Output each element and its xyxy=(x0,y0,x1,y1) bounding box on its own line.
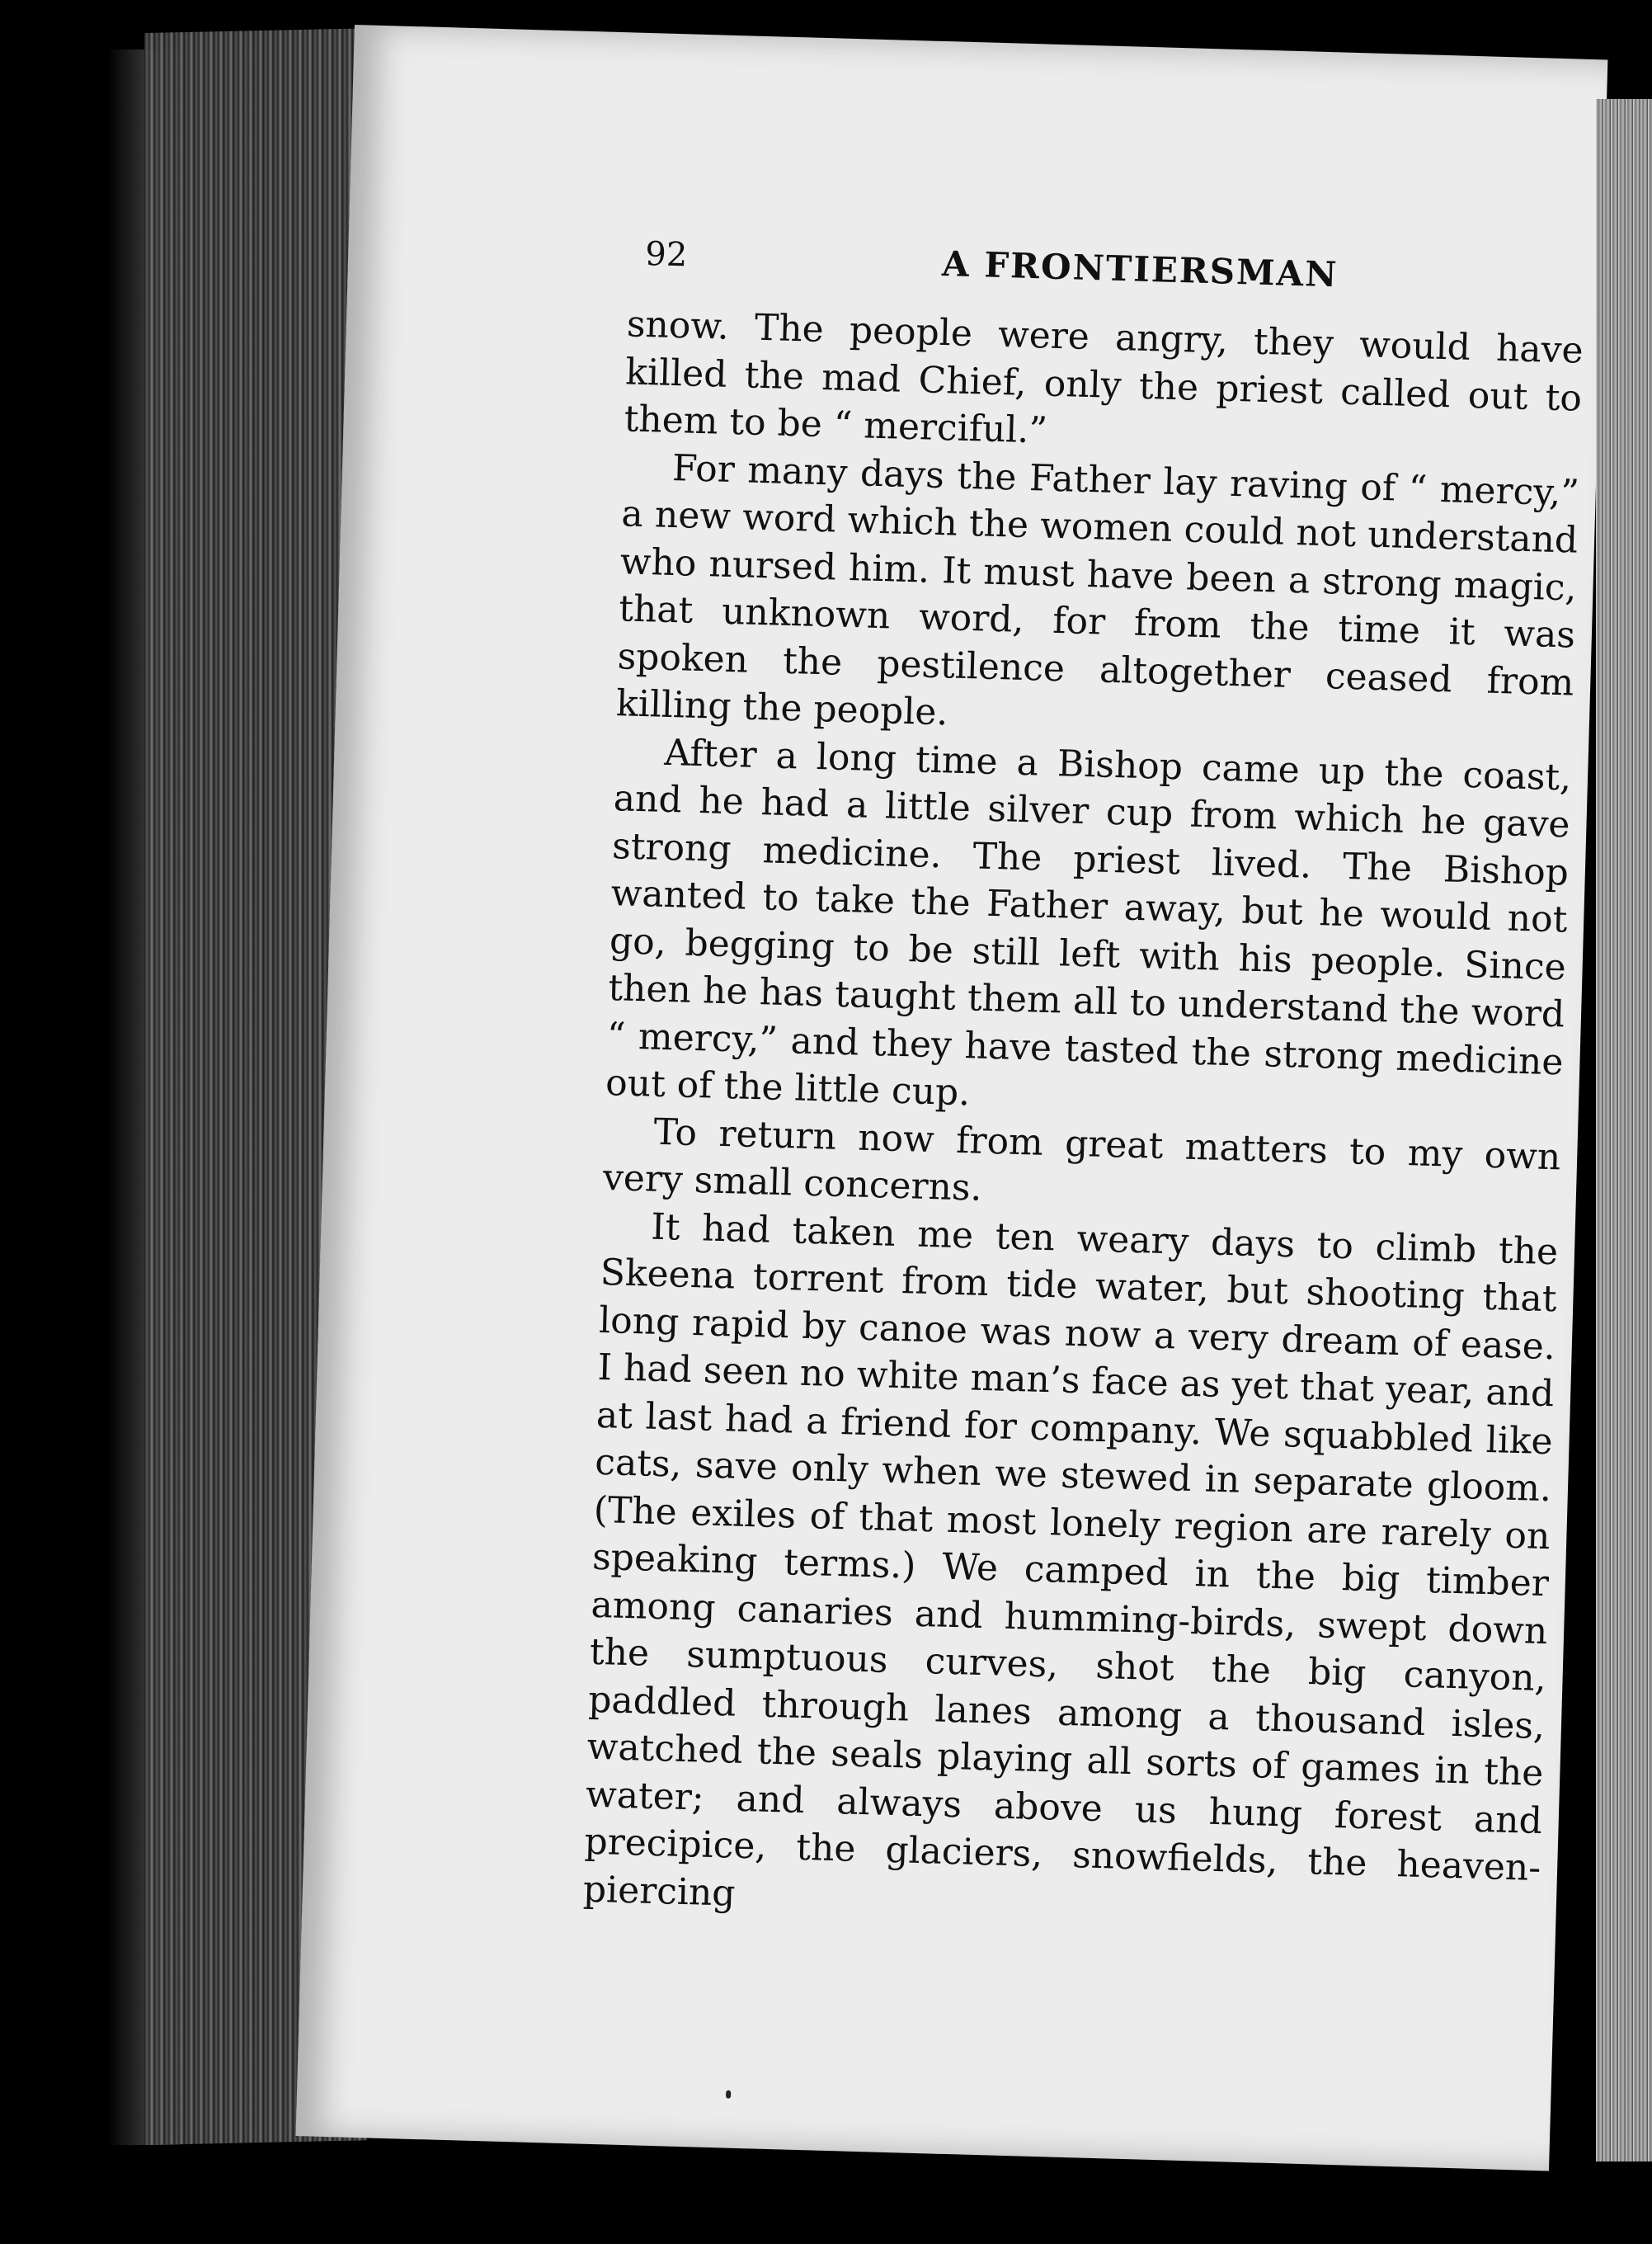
running-head: A FRONTIERSMAN xyxy=(941,243,1339,295)
paragraph-4: To return now from great matters to my own very small concerns. xyxy=(602,1110,1561,1209)
paragraph-2: For many days the Father lay raving of “ mercy,” a new word which the women could not understand who nursed him. It must have been a strong magic, that unknown word, for from the time it was spoken the pestilence altogether ceased from killing the people. xyxy=(615,446,1580,734)
paragraph-1: snow. The people were angry, they would have killed the mad Chief, only the priest called out to them to be “ merciful.” xyxy=(624,303,1584,452)
body-text xyxy=(582,300,1584,1940)
page-speck xyxy=(726,2091,731,2099)
paragraph-3: After a long time a Bishop came up the coast, and he had a little silver cup from which he gave strong medicine. The priest lived. The Bishop wanted to take the Father away, but he would not go, begging to be still left with his people. Since then he has taught them all to understand the word “ mercy,” and they have tasted the strong medicine out of the little cup. xyxy=(605,731,1572,1115)
book-page xyxy=(296,25,1608,2171)
page-right-edge xyxy=(1596,99,1652,2162)
page-number: 92 xyxy=(644,234,688,275)
paragraph-5: It had taken me ten weary days to climb the Skeena torrent from tide water, but shooting that long rapid by canoe was now a very dream of ease. I had seen no white man’s face as yet that year, and at last had a friend for company. We squabbled like cats, save only when we stewed in separate gloom. (The exiles of that most lonely region are rarely on speaking terms.) We camped in the big timber among canaries and humming-birds, swept down the sumptuous curves, shot the big canyon, paddled through lanes among a thousand isles, watched the seals playing all sorts of games in the water; and always above us hung forest and precipice, the glaciers, snowfields, the heaven-piercing xyxy=(582,1205,1559,1915)
